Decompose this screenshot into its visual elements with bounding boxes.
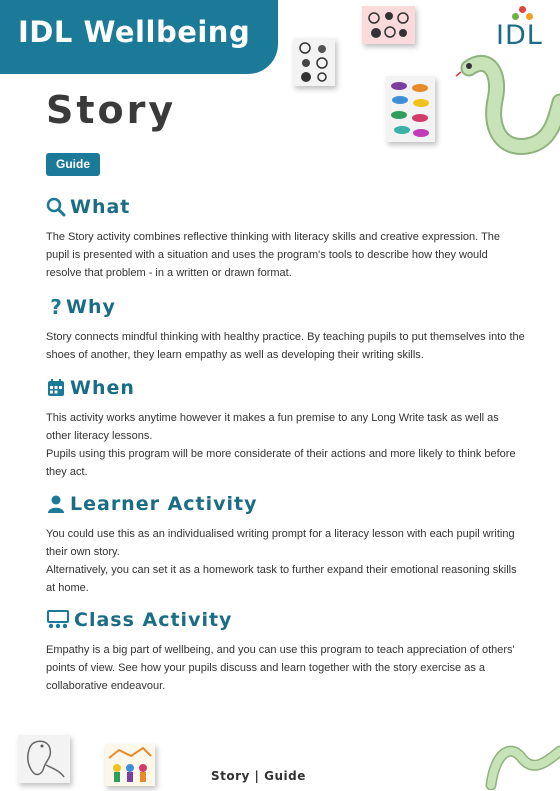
kids-drawing-image	[105, 744, 155, 786]
dinosaur-drawing-image	[18, 735, 70, 783]
flowers-sticker-image	[362, 6, 415, 44]
question-mark-icon: ?	[50, 295, 62, 319]
section-paragraph: Pupils using this program will be more considerate of their actions and more likely to think before they act.	[46, 448, 516, 478]
section-title: When	[70, 377, 135, 399]
section-title: Class Activity	[74, 609, 233, 631]
section-paragraph: Empathy is a big part of wellbeing, and you can use this program to teach appreciation of others' points of view. See how your pupils discuss and learn together with the story exercise as a collaborative endeavour.	[46, 644, 515, 692]
section-what	[46, 194, 526, 282]
footer-label: Story | Guide	[211, 769, 306, 783]
section-learner-activity	[46, 491, 526, 597]
classroom-icon	[46, 610, 70, 630]
banner-title: IDL Wellbeing	[18, 15, 251, 49]
section-title: Learner Activity	[70, 493, 258, 515]
magnifier-icon	[46, 197, 66, 217]
person-icon	[46, 494, 66, 514]
section-title: Why	[66, 296, 116, 318]
idl-logo	[496, 6, 546, 52]
section-paragraph: Alternatively, you can set it as a homework task to further expand their emotional reasoning skills at home.	[46, 564, 517, 594]
page-title: Story	[46, 88, 177, 132]
guide-badge: Guide	[46, 153, 100, 176]
shells-sticker-image	[293, 38, 335, 86]
section-when	[46, 375, 526, 481]
section-title: What	[70, 196, 131, 218]
calendar-icon	[46, 378, 66, 398]
logo-text: IDL	[496, 20, 543, 51]
section-why	[46, 294, 526, 364]
snake-tail-illustration	[485, 735, 560, 790]
section-paragraph: The Story activity combines reflective thinking with literacy skills and creative expression. The pupil is presented with a situation and uses the program's tools to describe how they would resolve that problem - in a written or drawn format.	[46, 231, 501, 279]
section-paragraph: You could use this as an individualised writing prompt for a literacy lesson with each pupil writing their own story.	[46, 528, 515, 558]
section-class-activity	[46, 607, 526, 695]
section-paragraph: Story connects mindful thinking with healthy practice. By teaching pupils to put themselves into the shoes of another, they learn empathy as well as developing their writing skills.	[46, 331, 525, 361]
dinosaurs-sticker-image	[386, 76, 435, 142]
snake-illustration	[455, 50, 560, 160]
section-paragraph: This activity works anytime however it makes a fun premise to any Long Write task as well as other literacy lessons.	[46, 412, 499, 442]
header-banner	[0, 0, 278, 74]
